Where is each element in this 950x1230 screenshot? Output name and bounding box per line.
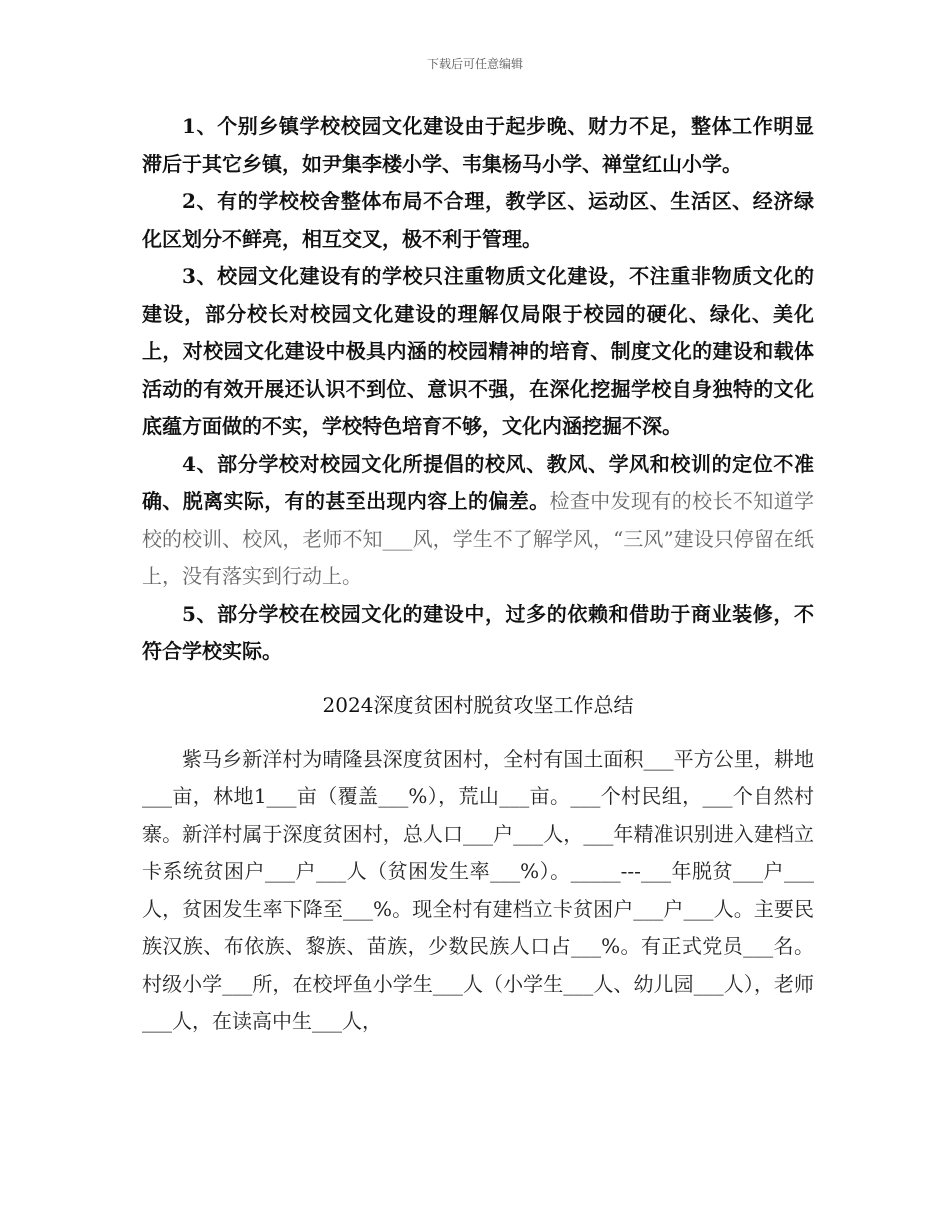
problem-item-4-detail: 检查中发现有的校长不知道学校的校训、校风，老师不知___风，学生不了解学风，“三风”建设只停留在纸上，没有落实到行动上。 [142,489,814,588]
problem-item-1: 1、个别乡镇学校校园文化建设由于起步晚、财力不足，整体工作明显滞后于其它乡镇，如尹集李楼小学、韦集杨马小学、禅堂红山小学。 [142,114,814,176]
document-body [142,108,814,1041]
problem-item-4 [142,446,814,596]
problem-item-3: 3、校园文化建设有的学校只注重物质文化建设，不注重非物质文化的建设，部分校长对校园文化建设的理解仅局限于校园的硬化、绿化、美化上，对校园文化建设中极具内涵的校园精神的培育、制度文化的建设和载体活动的有效开展还认识不到位、意识不强，在深化挖掘学校自身独特的文化底蕴方面做的不实，学校特色培育不够，文化内涵挖掘不深。 [142,264,814,438]
problem-item-5: 5、部分学校在校园文化的建设中，过多的依赖和借助于商业装修，不符合学校实际。 [142,601,814,663]
section-title: 2024深度贫困村脱贫攻坚工作总结 [322,692,634,717]
problem-item-4-bold: 4、部分学校对校园文化所提倡的校风、教风、学风和校训的定位不准确、脱离实际，有的甚至出现内容上的偏差。 [142,451,814,513]
summary-paragraph: 紫马乡新洋村为晴隆县深度贫困村，全村有国土面积___平方公里，耕地___亩，林地1___亩（覆盖___%），荒山___亩。___个村民组，___个自然村寨。新洋村属于深度贫困村，总人口___户___人，___年精准识别进入建档立卡系统贫困户___户___人（贫困发生率___%）。_____---___年脱贫___户___人，贫困发生率下降至___%。现全村有建档立卡贫困户___户___人。主要民族汉族、布依族、黎族、苗族，少数民族人口占___%。有正式党员___名。村级小学___所，在校坪鱼小学生___人（小学生___人、幼儿园___人），老师___人，在读高中生___人， [142,746,814,1033]
problem-item-2: 2、有的学校校舍整体布局不合理，教学区、运动区、生活区、经济绿化区划分不鲜亮，相互交叉，极不利于管理。 [142,189,814,251]
page-header: 下载后可任意编辑 [426,57,523,71]
